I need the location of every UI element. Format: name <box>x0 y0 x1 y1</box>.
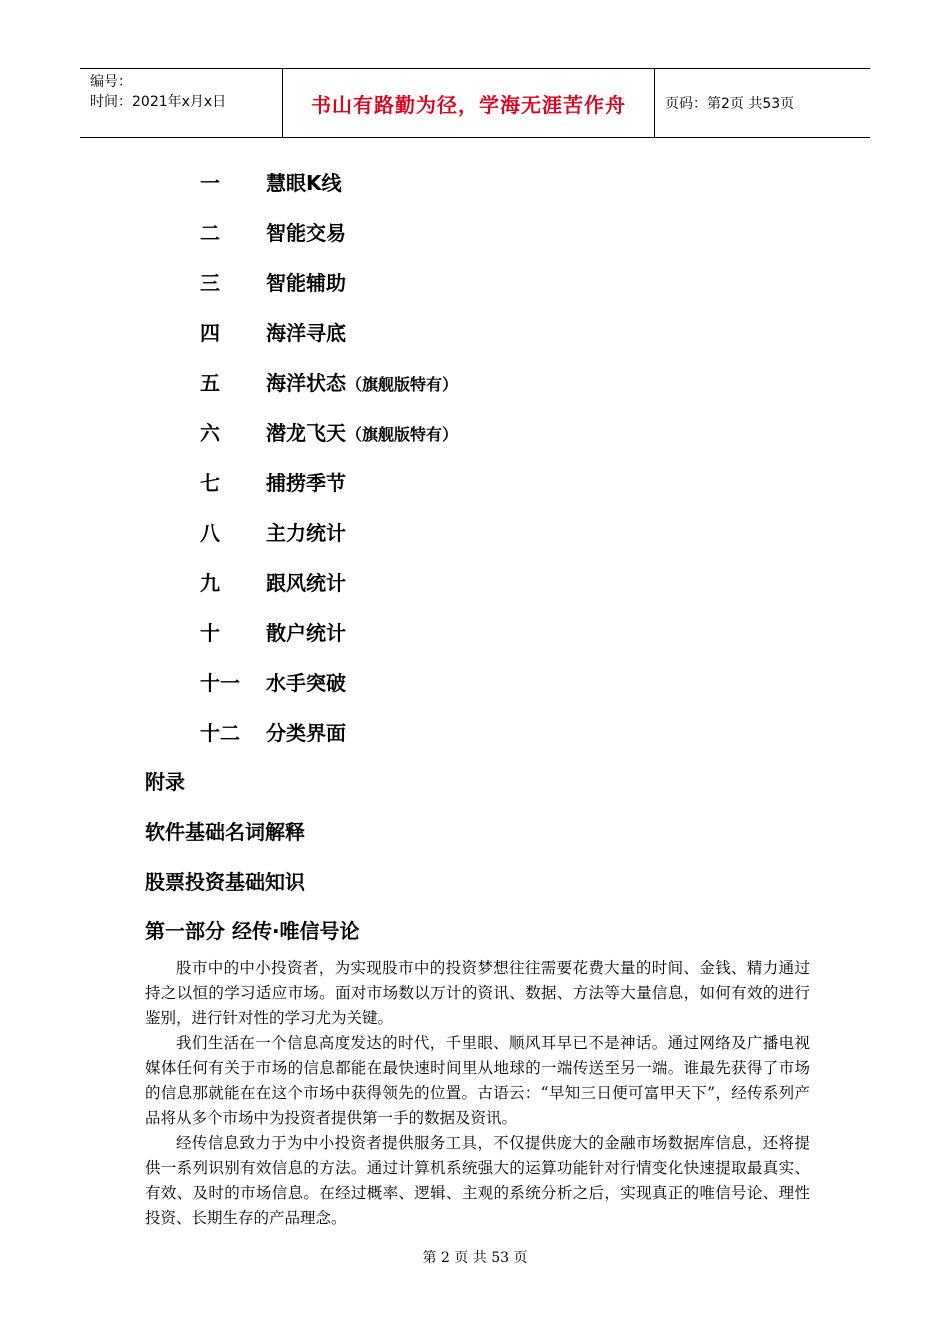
toc-number: 七 <box>200 471 220 495</box>
toc-title: 慧眼K线 <box>266 171 342 195</box>
toc-item <box>200 268 346 298</box>
header-meta <box>80 69 282 137</box>
toc-number: 八 <box>200 521 220 545</box>
toc-number: 十 <box>200 621 220 645</box>
page-header <box>80 68 870 138</box>
toc-number: 九 <box>200 571 220 595</box>
toc-item <box>200 568 346 598</box>
toc-title: 海洋状态 <box>266 371 346 395</box>
toc-title: 散户统计 <box>266 621 346 645</box>
toc-title: 主力统计 <box>266 521 346 545</box>
toc-item <box>200 668 346 698</box>
page-footer: 第 2 页 共 53 页 <box>422 1250 528 1266</box>
toc-note: （旗舰版特有） <box>346 425 459 444</box>
toc-number: 二 <box>200 221 220 245</box>
header-number: 编号： <box>90 74 132 90</box>
appendix-item: 软件基础名词解释 <box>145 820 305 844</box>
paragraph: 经传信息致力于为中小投资者提供服务工具，不仅提供庞大的金融市场数据库信息，还将提供一系列识别有效信息的方法。通过计算机系统强大的运算功能针对行情变化快速提取最真实、有效、及时的市场信息。在经过概率、逻辑、主观的系统分析之后，实现真正的唯信号论、理性投资、长期生存的产品理念。 <box>145 1134 810 1227</box>
toc-item <box>200 518 346 548</box>
toc-item <box>200 318 346 348</box>
toc-item <box>200 718 346 748</box>
toc-number: 十一 <box>200 671 240 695</box>
toc-title: 跟风统计 <box>266 571 346 595</box>
toc-number: 三 <box>200 271 220 295</box>
toc-number: 六 <box>200 421 220 445</box>
paragraph: 股市中的中小投资者，为实现股市中的投资梦想往往需要花费大量的时间、金钱、精力通过持之以恒的学习适应市场。面对市场数以万计的资讯、数据、方法等大量信息，如何有效的进行鉴别，进行针对性的学习尤为关键。 <box>145 959 810 1027</box>
toc-title: 分类界面 <box>266 721 346 745</box>
section-heading: 第一部分 经传·唯信号论 <box>145 919 360 943</box>
toc-title: 海洋寻底 <box>266 321 346 345</box>
toc-number: 一 <box>200 171 220 195</box>
toc-item <box>200 168 342 198</box>
appendix-item: 股票投资基础知识 <box>145 870 305 894</box>
toc-note: （旗舰版特有） <box>346 375 459 394</box>
appendix-title: 附录 <box>145 770 185 794</box>
toc-item <box>200 618 346 648</box>
paragraph: 我们生活在一个信息高度发达的时代，千里眼、顺风耳早已不是神话。通过网络及广播电视媒体任何有关于市场的信息都能在最快速时间里从地球的一端传送至另一端。谁最先获得了市场的信息那就能在在这个市场中获得领先的位置。古语云：“早知三日便可富甲天下”，经传系列产品将从多个市场中为投资者提供第一手的数据及资讯。 <box>145 1034 810 1127</box>
toc-item <box>200 368 458 398</box>
toc-title: 捕捞季节 <box>266 471 346 495</box>
toc-item <box>200 468 346 498</box>
toc-number: 十二 <box>200 721 240 745</box>
toc-number: 四 <box>200 321 220 345</box>
body-text <box>145 956 810 1231</box>
toc-title: 水手突破 <box>266 671 346 695</box>
header-motto: 书山有路勤为径，学海无涯苦作舟 <box>282 69 655 137</box>
toc-item <box>200 218 346 248</box>
toc-title: 潜龙飞天 <box>266 421 346 445</box>
toc-title: 智能交易 <box>266 221 346 245</box>
header-time: 时间：2021年x月x日 <box>90 94 227 110</box>
toc-title: 智能辅助 <box>266 271 346 295</box>
toc-item <box>200 418 458 448</box>
header-page-info: 页码：第2页 共53页 <box>665 96 795 112</box>
toc-number: 五 <box>200 371 220 395</box>
